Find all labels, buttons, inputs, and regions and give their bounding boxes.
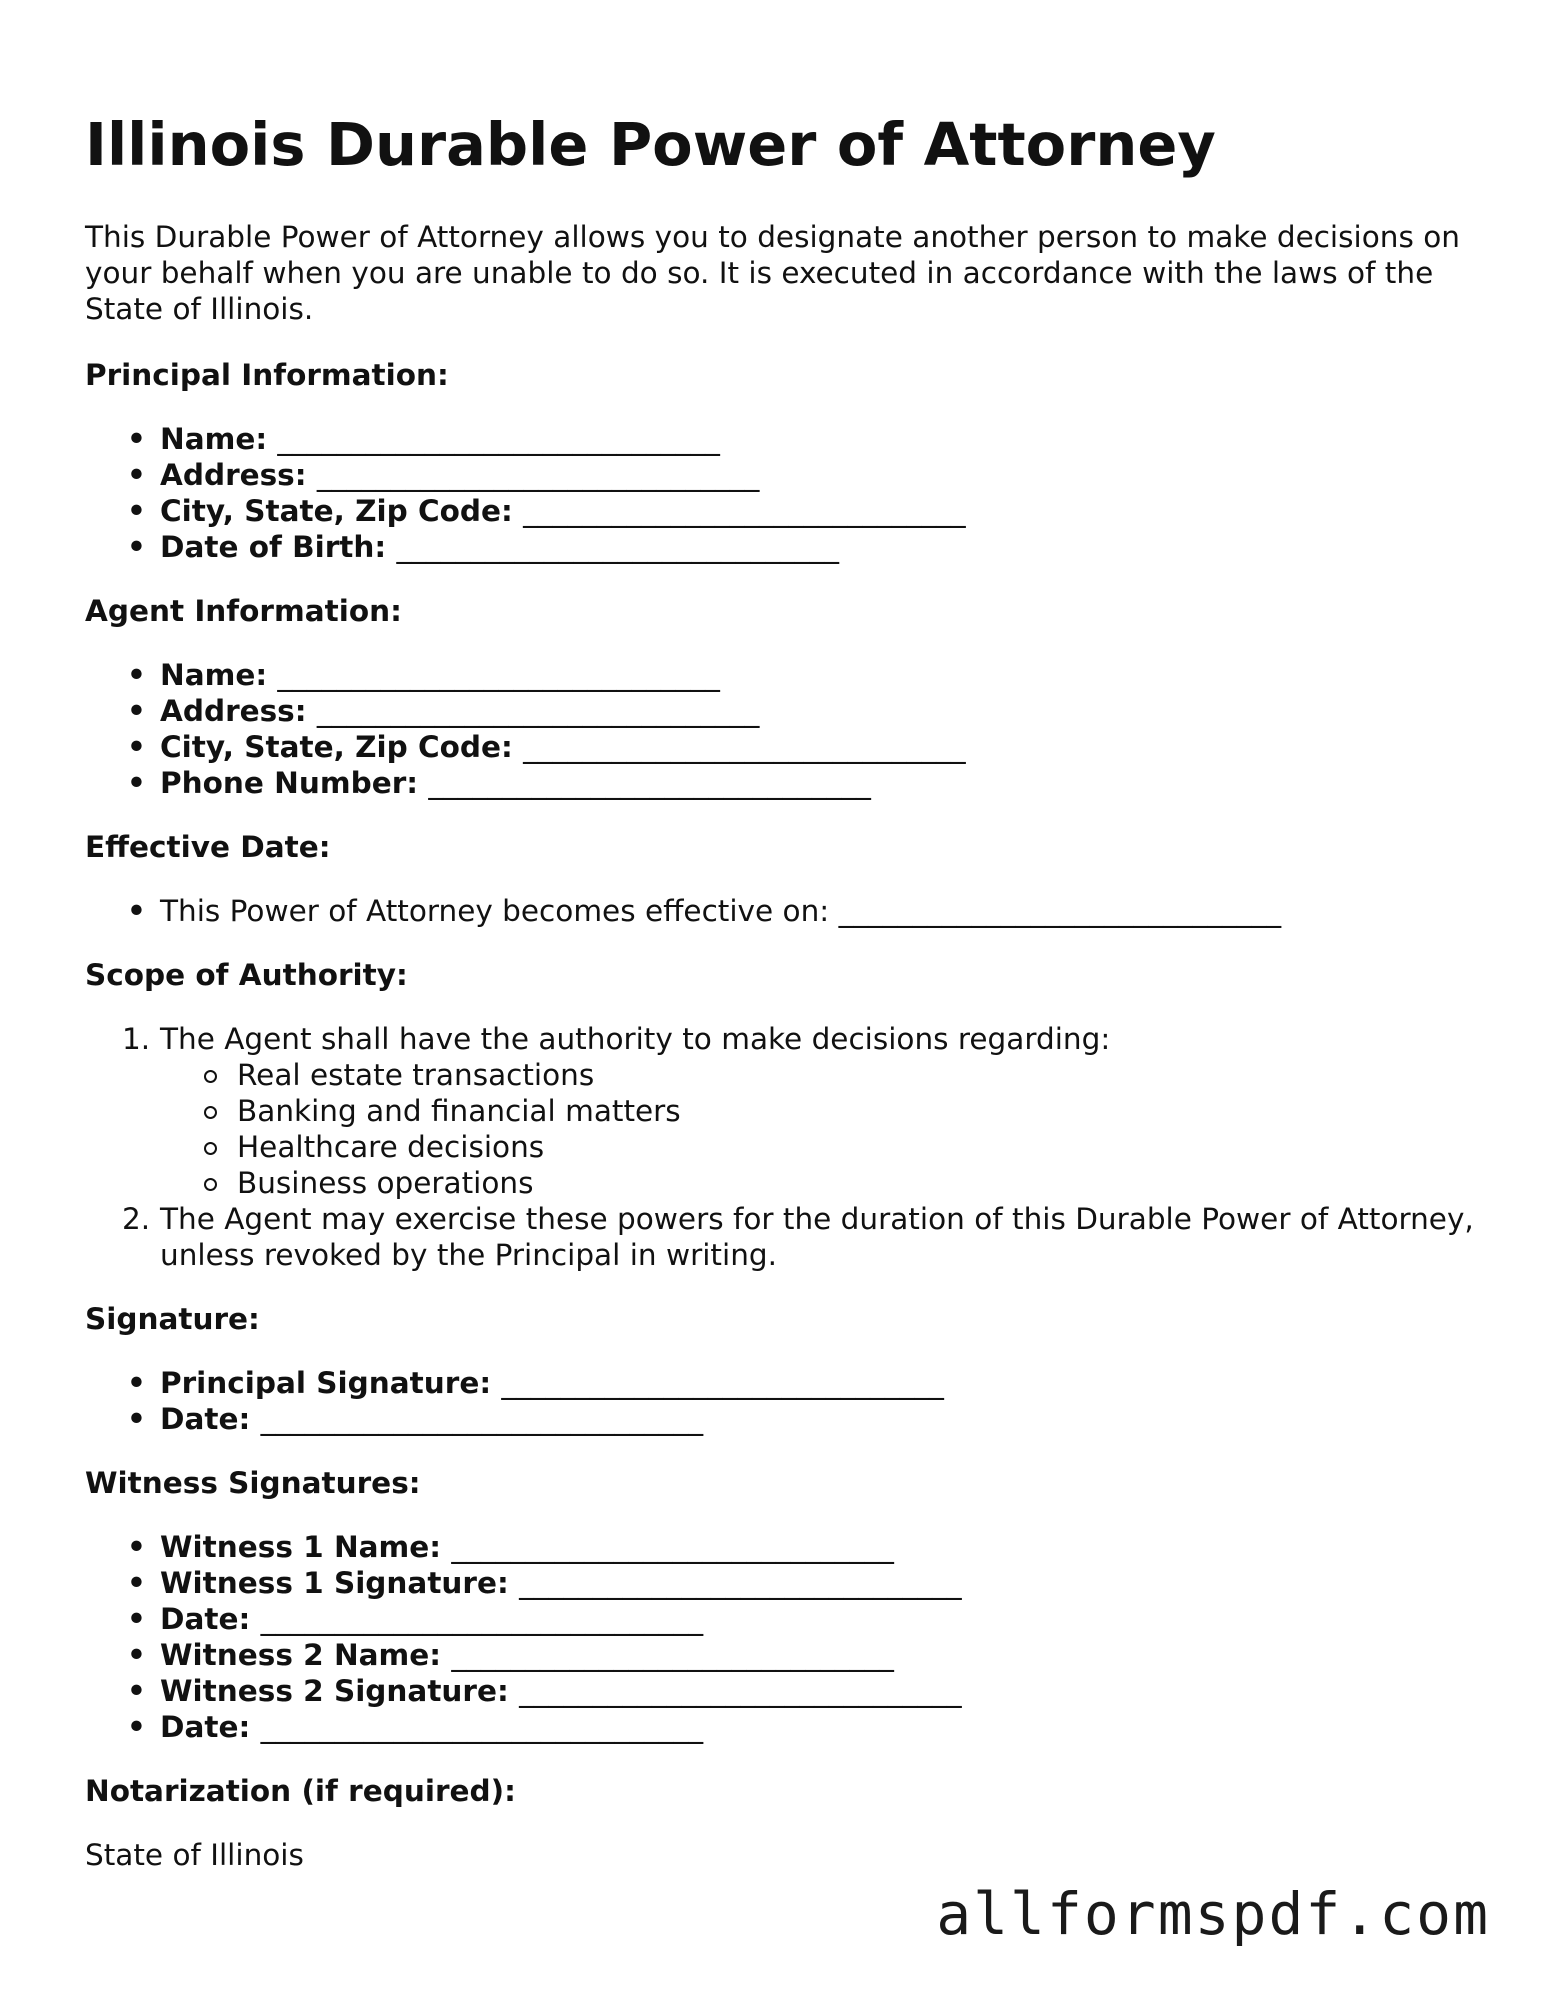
signature-fields <box>85 1365 1485 1437</box>
witness-1-date-field[interactable]: • Date: ______________________________ <box>160 1601 1485 1637</box>
blank-line: ______________________________ <box>396 529 839 564</box>
agent-city-state-zip-field[interactable]: • City, State, Zip Code: ______________________________ <box>160 729 1485 765</box>
witness-1-name-field[interactable]: • Witness 1 Name: ______________________________ <box>160 1529 1485 1565</box>
blank-line: ______________________________ <box>277 421 720 456</box>
blank-line: ______________________________ <box>451 1637 894 1672</box>
witness-1-signature-field[interactable]: • Witness 1 Signature: ______________________________ <box>160 1565 1485 1601</box>
blank-line: ______________________________ <box>260 1709 704 1744</box>
scope-subitem: Banking and financial matters <box>237 1093 1485 1129</box>
witness-2-date-field[interactable]: • Date: ______________________________ <box>160 1709 1485 1745</box>
blank-line: ______________________________ <box>260 1601 704 1636</box>
blank-line: ______________________________ <box>260 1401 704 1436</box>
agent-address-field[interactable]: • Address: ______________________________ <box>160 693 1485 729</box>
witness-2-signature-field[interactable]: • Witness 2 Signature: ______________________________ <box>160 1673 1485 1709</box>
notarization-state: State of Illinois <box>85 1837 304 1872</box>
agent-phone-field[interactable]: • Phone Number: ______________________________ <box>160 765 1485 801</box>
blank-line: ______________________________ <box>519 1673 962 1708</box>
signature-date-field[interactable]: • Date: ______________________________ <box>160 1401 1485 1437</box>
blank-line: ______________________________ <box>428 765 871 800</box>
blank-line: ______________________________ <box>451 1529 894 1564</box>
witness-heading: Witness Signatures: <box>85 1465 421 1500</box>
agent-name-field[interactable]: • Name: ______________________________ <box>160 657 1485 693</box>
agent-heading: Agent Information: <box>85 593 402 628</box>
scope-subitems <box>160 1057 1485 1201</box>
scope-subitem: Business operations <box>237 1165 1485 1201</box>
principal-address-field[interactable]: • Address: ______________________________ <box>160 457 1485 493</box>
signature-heading: Signature: <box>85 1301 260 1336</box>
intro-paragraph: This Durable Power of Attorney allows you to designate another person to make decisions on your behalf when you are unable to do so. It is executed in accordance with the laws of the State of Illinois. <box>85 219 1460 326</box>
scope-item-1: The Agent shall have the authority to make decisions regarding: Real estate transactions Banking and financial matters Healthcare decisions Business operations <box>160 1021 1485 1201</box>
principal-fields <box>85 421 1485 565</box>
principal-city-state-zip-field[interactable]: • City, State, Zip Code: ______________________________ <box>160 493 1485 529</box>
notarization-heading: Notarization (if required): <box>85 1773 516 1808</box>
effective-date-list <box>85 893 1485 929</box>
principal-name-field[interactable]: • Name: ______________________________ <box>160 421 1485 457</box>
blank-line: ______________________________ <box>523 493 966 528</box>
principal-dob-field[interactable]: • Date of Birth: ______________________________ <box>160 529 1485 565</box>
blank-line: ______________________________ <box>316 693 760 728</box>
blank-line: ______________________________ <box>316 457 760 492</box>
scope-list <box>85 1021 1485 1273</box>
scope-heading: Scope of Authority: <box>85 957 408 992</box>
document-title: Illinois Durable Power of Attorney <box>85 110 1216 179</box>
watermark-logo: allformspdf.com <box>936 1880 1490 1948</box>
witness-fields <box>85 1529 1485 1745</box>
effective-date-field[interactable]: • This Power of Attorney becomes effective on: ______________________________ <box>160 893 1485 929</box>
scope-subitem: Healthcare decisions <box>237 1129 1485 1165</box>
scope-item-2: The Agent may exercise these powers for the duration of this Durable Power of Attorney, unless revoked by the Principal in writing. <box>160 1201 1474 1272</box>
scope-subitem: Real estate transactions <box>237 1057 1485 1093</box>
effective-date-heading: Effective Date: <box>85 829 331 864</box>
principal-heading: Principal Information: <box>85 357 449 392</box>
agent-fields <box>85 657 1485 801</box>
blank-line: ______________________________ <box>523 729 966 764</box>
blank-line: ______________________________ <box>277 657 720 692</box>
document-page <box>85 100 1485 1873</box>
blank-line: ______________________________ <box>519 1565 962 1600</box>
blank-line: ______________________________ <box>838 893 1282 928</box>
blank-line: ______________________________ <box>501 1365 944 1400</box>
principal-signature-field[interactable]: • Principal Signature: ______________________________ <box>160 1365 1485 1401</box>
witness-2-name-field[interactable]: • Witness 2 Name: ______________________________ <box>160 1637 1485 1673</box>
